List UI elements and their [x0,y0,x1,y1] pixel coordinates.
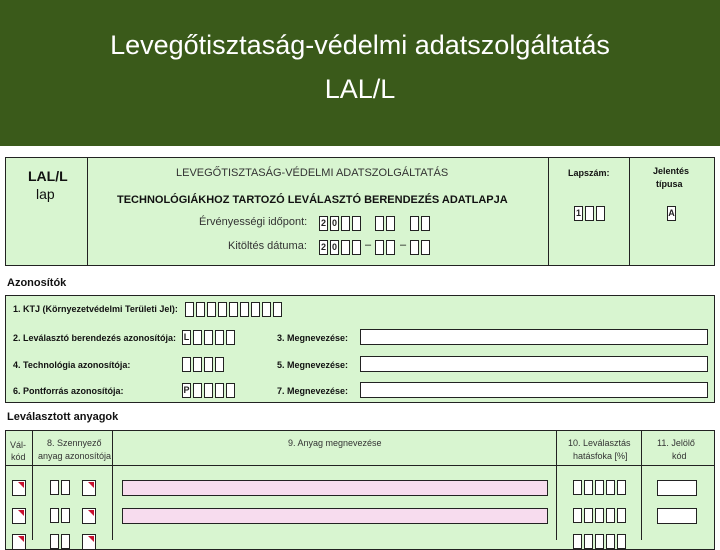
validity-digit[interactable] [375,216,384,231]
efficiency-digit[interactable] [584,534,593,549]
technology-name-input[interactable] [360,356,708,372]
col-marker-code: 11. Jelölő [657,438,695,448]
efficiency-digit[interactable] [584,508,593,523]
marker-code-input[interactable] [657,508,697,524]
validity-digit[interactable] [341,216,350,231]
source-id-digit[interactable] [204,383,213,398]
table-divider [112,430,113,540]
validity-digit[interactable]: 0 [330,216,339,231]
technology-id-digit[interactable] [182,357,191,372]
validity-digit[interactable] [410,216,419,231]
marker-code-input[interactable] [657,480,697,496]
technology-id-digit[interactable] [193,357,202,372]
col-substance-name: 9. Anyag megnevezése [288,438,382,448]
fill-date-digit[interactable] [341,240,350,255]
ktj-digit[interactable] [196,302,205,317]
page-number-digit[interactable]: 1 [574,206,583,221]
identifiers-title: Azonosítók [7,277,67,289]
ktj-digit[interactable] [218,302,227,317]
source-id-digit[interactable] [215,383,224,398]
col-marker-code: kód [672,451,687,461]
ktj-label: 1. KTJ (Környezetvédelmi Területi Jel): [13,304,178,314]
col-efficiency: hatásfoka [%] [573,451,628,461]
page-number-label: Lapszám: [568,168,610,178]
form-code: LAL/L [28,168,68,184]
technology-id-digit[interactable] [215,357,224,372]
fill-date-digit[interactable] [375,240,384,255]
ktj-digit[interactable] [207,302,216,317]
date-separator: – [400,239,407,251]
fill-date-label: Kitöltés dátuma: [228,240,307,252]
pollutant-id-digit[interactable] [61,534,70,549]
efficiency-digit[interactable] [595,534,604,549]
table-divider [556,430,557,540]
ktj-digit[interactable] [229,302,238,317]
ktj-digit[interactable] [185,302,194,317]
col-change-code: kód [11,452,26,462]
header-divider [87,157,88,266]
validity-digit[interactable]: 2 [319,216,328,231]
table-divider [641,430,642,540]
efficiency-digit[interactable] [617,480,626,495]
report-type-label: Jelentés [653,166,690,176]
header-divider [629,157,630,266]
source-name-input[interactable] [360,382,708,398]
technology-id-digit[interactable] [204,357,213,372]
substance-name-input[interactable] [122,508,548,524]
efficiency-digit[interactable] [573,508,582,523]
device-name-input[interactable] [360,329,708,345]
fill-date-digit[interactable] [352,240,361,255]
efficiency-digit[interactable] [573,534,582,549]
device-id-digit[interactable]: L [182,330,191,345]
source-id-label: 6. Pontforrás azonosítója: [13,386,124,396]
page-number-digit[interactable] [585,206,594,221]
fill-date-digit[interactable] [410,240,419,255]
col-pollutant-id: anyag azonosítója [38,451,112,461]
page-number-digit[interactable] [596,206,605,221]
source-id-digit[interactable] [193,383,202,398]
source-id-digit[interactable] [226,383,235,398]
pollutant-id-digit[interactable] [50,534,59,549]
report-type-label: típusa [656,179,683,189]
change-code-select[interactable] [12,534,26,550]
table-header-rule [5,465,715,466]
ktj-digit[interactable] [240,302,249,317]
pollutant-id-digit[interactable] [50,508,59,523]
fill-date-digit[interactable] [421,240,430,255]
change-code-select[interactable] [12,480,26,496]
pollutant-id-digit[interactable] [61,480,70,495]
fill-date-digit[interactable] [386,240,395,255]
technology-id-label: 4. Technológia azonosítója: [13,360,131,370]
pollutant-id-select[interactable] [82,534,96,550]
efficiency-digit[interactable] [573,480,582,495]
device-name-label: 3. Megnevezése: [277,333,349,343]
ktj-digit[interactable] [262,302,271,317]
validity-digit[interactable] [386,216,395,231]
title-banner [0,0,720,146]
pollutant-id-digit[interactable] [50,480,59,495]
report-type-value[interactable]: A [667,206,676,221]
device-id-digit[interactable] [215,330,224,345]
efficiency-digit[interactable] [606,534,615,549]
technology-name-label: 5. Megnevezése: [277,360,349,370]
form-code-sub: lap [36,186,55,202]
validity-digit[interactable] [352,216,361,231]
efficiency-digit[interactable] [595,480,604,495]
substance-name-input[interactable] [122,480,548,496]
pollutant-id-select[interactable] [82,480,96,496]
pollutant-id-select[interactable] [82,508,96,524]
device-id-digit[interactable] [193,330,202,345]
header-divider [548,157,549,266]
device-id-label: 2. Leválasztó berendezés azonosítója: [13,333,177,343]
substances-title: Leválasztott anyagok [7,411,119,423]
efficiency-digit[interactable] [617,508,626,523]
validity-label: Érvényességi időpont: [199,216,308,228]
form-sheet [0,146,720,540]
validity-digit[interactable] [421,216,430,231]
ktj-digit[interactable] [273,302,282,317]
col-change-code: Vál- [10,440,27,450]
efficiency-digit[interactable] [584,480,593,495]
change-code-select[interactable] [12,508,26,524]
date-separator: – [365,239,372,251]
device-id-digit[interactable] [226,330,235,345]
col-pollutant-id: 8. Szennyező [47,438,102,448]
efficiency-digit[interactable] [595,508,604,523]
ktj-digit[interactable] [251,302,260,317]
source-id-digit[interactable]: P [182,383,191,398]
page-title-line1: Levegőtisztaság-védelmi adatszolgáltatás [110,30,610,60]
col-efficiency: 10. Leválasztás [568,438,631,448]
source-name-label: 7. Megnevezése: [277,386,349,396]
efficiency-digit[interactable] [606,508,615,523]
page-title-line2: LAL/L [324,74,396,104]
table-divider [32,430,33,540]
fill-date-digit[interactable]: 0 [330,240,339,255]
efficiency-digit[interactable] [617,534,626,549]
agency-name: LEVEGŐTISZTASÁG-VÉDELMI ADATSZOLGÁLTATÁS [176,167,449,179]
pollutant-id-digit[interactable] [61,508,70,523]
fill-date-digit[interactable]: 2 [319,240,328,255]
efficiency-digit[interactable] [606,480,615,495]
device-id-digit[interactable] [204,330,213,345]
sheet-title: TECHNOLÓGIÁKHOZ TARTOZÓ LEVÁLASZTÓ BERENDEZÉS ADATLAPJA [117,194,508,206]
